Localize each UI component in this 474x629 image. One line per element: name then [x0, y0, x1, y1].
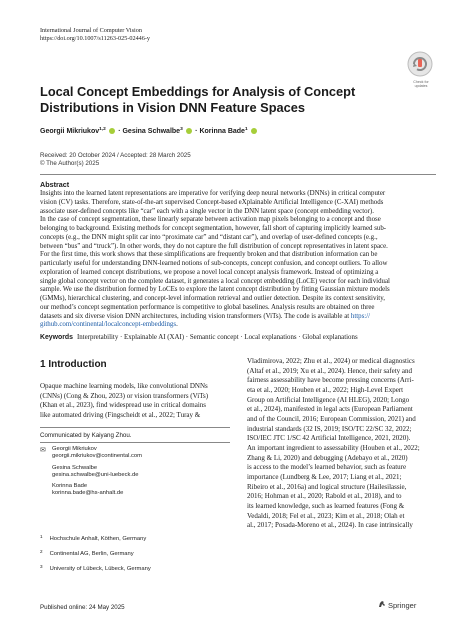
orcid-icon[interactable]	[251, 128, 258, 135]
affiliation-number: 3	[40, 563, 43, 569]
text-line: like automated driving (Fingscheidt et al., 2022; Turay &	[40, 410, 201, 419]
abstract-body	[40, 190, 436, 330]
divider	[40, 174, 436, 175]
check-for-updates-icon[interactable]	[404, 50, 436, 80]
abstract-end: .	[176, 321, 178, 329]
check-for-updates-label	[404, 80, 438, 88]
text-line: Zhang & Li, 2020) and debugging (Adebayo et al., 2020)	[247, 453, 408, 462]
abstract-line	[40, 313, 436, 322]
abstract-line: single global concept vector on the complete dataset, it generates a local concept embedding (LoCE) vector for each individual	[40, 277, 390, 285]
section-heading: 1 Introduction	[40, 359, 107, 370]
text-line: al., 2017; Posada-Moreno et al., 2024). In case intrinsically	[247, 521, 413, 530]
affiliation	[40, 548, 240, 558]
doi-link[interactable]: https://doi.org/10.1007/s11263-025-02446-y	[40, 35, 150, 42]
author-separator: ·	[116, 128, 123, 135]
contact-block	[52, 446, 142, 498]
text-line: 2016; Hohman et al., 2020; Rabold et al., 2018), and to	[247, 492, 402, 501]
orcid-icon[interactable]	[109, 128, 116, 135]
author-list	[40, 125, 258, 137]
text-line: Vladimirova, 2022; Zhu et al., 2024) or medical diagnostics	[247, 357, 415, 365]
abstract-line: In the case of concept segmentation, these linearly separate between activation map pixels belonging to a concept and those	[40, 216, 381, 224]
abstract-line: Insights into the learned latent representations are imperative for verifying deep neural networks (DNNs) in critical computer	[40, 190, 386, 197]
author-name: Gesina Schwalbe	[122, 128, 181, 135]
abstract-line: sample. We use the distribution formed by LoCEs to explore the latent concept distribution by fitting Gaussian mixture models	[40, 286, 390, 294]
abstract-line: particularly useful for understanding DNN-learned notions of sub-concepts, concept confusion, and concept outliers. To allow	[40, 260, 388, 267]
code-link[interactable]: github.com/continental/localconcept-embeddings	[40, 321, 177, 329]
abstract-line	[40, 321, 436, 330]
copyright: © The Author(s) 2025	[40, 160, 100, 167]
running-header	[40, 27, 150, 43]
affiliation-number: 1	[40, 534, 43, 539]
affiliation-number: 2	[40, 548, 43, 554]
author-name: Korinna Bade	[199, 128, 245, 135]
communicated-by: Communicated by Kaiyang Zhou.	[40, 432, 132, 439]
affiliation	[40, 533, 240, 543]
affiliation	[40, 563, 240, 573]
text-line: (Khan et al., 2023), find widespread use in critical domains	[40, 401, 207, 410]
text-line: and of the Council, 2016; European Commission, 2021) and	[247, 414, 416, 423]
published-date: Published online: 24 May 2025	[40, 604, 125, 611]
author-affil: 3	[180, 127, 183, 132]
footnote-divider	[40, 442, 230, 443]
paper-title: Local Concept Embeddings for Analysis of Concept Distributions in Vision DNN Feature Spaces	[40, 84, 356, 115]
intro-column-left	[40, 382, 230, 421]
affiliation-text: Hochschule Anhalt, Köthen, Germany	[49, 536, 147, 542]
contact-name: Korinna Bade	[52, 483, 88, 490]
contact-name: Gesina Schwalbe	[52, 464, 98, 471]
text-line: eta et al., 2020; Houben et al., 2022; High-Level Expert	[247, 385, 404, 394]
journal-name: International Journal of Computer Vision	[40, 27, 142, 34]
text-line: its learned knowledge, such as learned features (Fong &	[247, 501, 405, 510]
text-line: Vedaldi, 2018; Fel et al., 2023; Kim et al., 2018; Olah et	[247, 511, 405, 520]
affiliations	[40, 533, 240, 577]
contact-email[interactable]: korinna.bade@hs-anhalt.de	[52, 490, 124, 497]
text-line: is access to the model’s learned behavior, such as feature	[247, 463, 407, 472]
springer-horse-icon	[378, 600, 386, 608]
abstract-line: associate user-defined concepts like “car” each with a single vector in the DNN latent space (concept embedding vector).	[40, 207, 374, 215]
contact-name: Georgii Mikriukov	[52, 446, 97, 452]
affiliation-text: University of Lübeck, Lübeck, Germany	[49, 565, 151, 572]
abstract-line: concepts (e.g., the DNN might split car into “proximate car” and “distant car”), and overlap of user-defined concepts (e.g.,	[40, 233, 378, 241]
keywords-label: Keywords	[40, 334, 73, 341]
orcid-icon[interactable]	[186, 128, 193, 135]
text-line: An important ingredient to assessability (Houben et al., 2022;	[247, 443, 420, 452]
badge-line-1: Check for	[413, 80, 429, 84]
text-line: fairness assessability have become pressing concerns (Arri-	[247, 376, 414, 385]
abstract-line: exploration of learned concept distributions, we propose a novel local concept analysis framework. Instead of optimizing a	[40, 268, 379, 276]
received-accepted: Received: 20 October 2024 / Accepted: 28 March 2025	[40, 152, 191, 159]
author-separator: ·	[193, 128, 200, 135]
code-link[interactable]: https://	[350, 312, 371, 320]
text-line: et al., 2024), manifested in legal acts (European Parliament	[247, 405, 413, 414]
abstract-line: For the first time, this work shows that these simplifications are frequently broken and that distribution information can be	[40, 251, 378, 259]
text-line: Ribeiro et al., 2016a) and logical structure (Hailesilassie,	[247, 482, 407, 491]
abstract-heading: Abstract	[40, 180, 70, 189]
envelope-icon: ✉	[40, 446, 46, 454]
text-line: importance (Lundberg & Lee, 2017; Liang et al., 2021;	[247, 472, 402, 481]
contact-email[interactable]: georgii.mikriukov@continental.com	[52, 453, 142, 460]
author-name: Georgii Mikriukov	[40, 128, 100, 135]
author-affil: 1,2	[99, 127, 106, 132]
abstract-line: vision (CV) tasks. Therefore, state-of-the-art supervised Concept-based eXplainable Artificial Intelligence (C-XAI) methods	[40, 198, 384, 206]
text-line: Group on Artificial Intelligence (AI HLEG), 2020; Longo	[247, 395, 410, 404]
keywords	[40, 333, 436, 342]
badge-line-2: updates	[414, 84, 428, 88]
publisher-name: Springer	[388, 601, 417, 610]
author-affil: 1	[244, 127, 248, 132]
intro-column-right	[247, 357, 437, 531]
abstract-line: belonging to background. Existing methods for concept segmentation, however, fall short of capturing implicitly learned sub-	[40, 225, 387, 232]
text-line: (Altaf et al., 2019; Xu et al., 2024). Hence, their safety and	[247, 366, 413, 375]
abstract-line: our method’s concept segmentation performance is competitive to global baselines. Analysis results are obtained on three	[40, 303, 375, 311]
abstract-line: (GMMs), hierarchical clustering, and concept-level information retrieval and outlier detection. Despite its context sensitivity,	[40, 295, 385, 302]
text-line: Opaque machine learning models, like convolutional DNNs	[40, 382, 208, 390]
keywords-text: Interpretability · Explainable AI (XAI) · Semantic concept · Local explanations · Global explanations	[76, 334, 358, 341]
text-line: ISO/IEC JTC 1/SC 42 Artificial Intelligence, 2021, 2020).	[247, 434, 411, 443]
affiliation-text: Continental AG, Berlin, Germany	[49, 550, 134, 557]
abstract-line-text: datasets and six diverse vision DNN architectures, including vision transformers (ViTs). The code is available at	[40, 312, 351, 320]
footnote-divider	[40, 427, 230, 428]
publisher-logo	[378, 600, 416, 610]
text-line: industrial standards (32 IS, 2019; ISO/TC 22/SC 32, 2022;	[247, 424, 412, 433]
dates-block	[40, 152, 191, 168]
text-line: (CNNs) (Cong & Zhou, 2023) or vision transformers (ViTs)	[40, 391, 209, 400]
contact-email[interactable]: gesina.schwalbe@uni-luebeck.de	[52, 471, 139, 478]
abstract-line: between “bus” and “truck”). In other words, they do not capture the full distribution of concept representatives in latent space.	[40, 242, 388, 250]
